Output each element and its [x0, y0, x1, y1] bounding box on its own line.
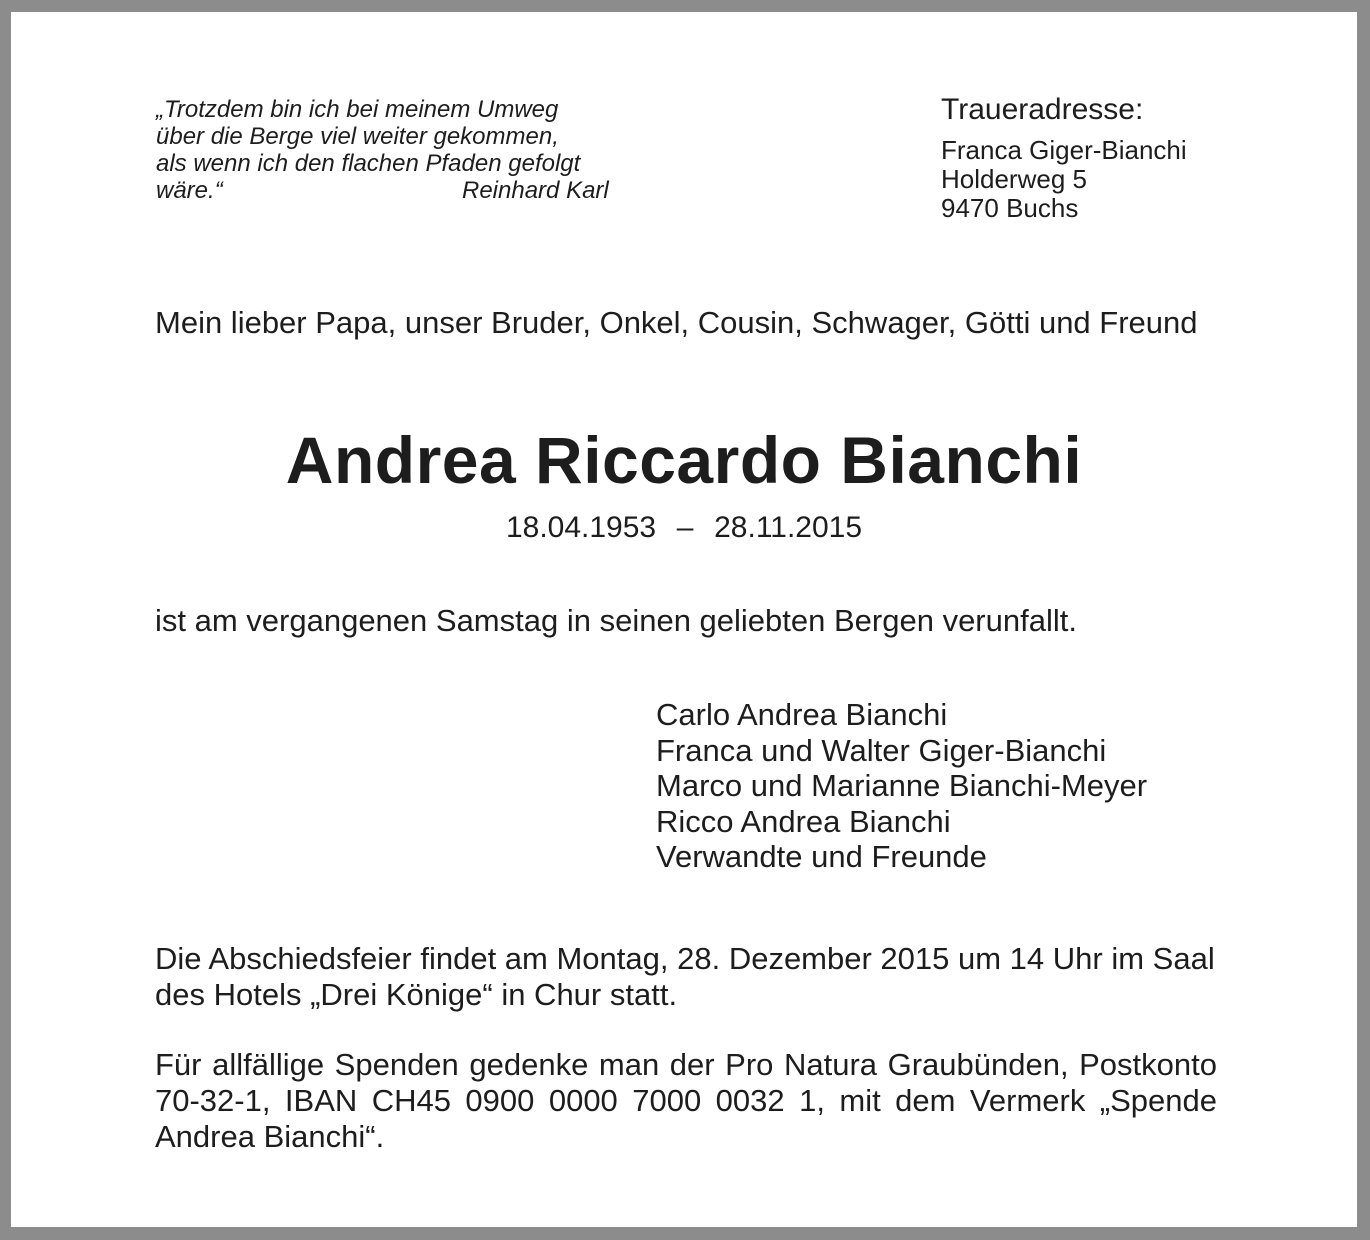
mourner: Carlo Andrea Bianchi [656, 697, 948, 732]
death-notice: ist am vergangenen Samstag in seinen geliebten Bergen verunfallt. [155, 603, 1077, 638]
address-street: Holderweg 5 [941, 164, 1087, 194]
obituary-page [11, 12, 1357, 1227]
quote-block [156, 96, 646, 204]
quote-last-line [156, 177, 646, 204]
life-dates [11, 510, 1357, 546]
mourner: Marco und Marianne Bianchi-Meyer [656, 768, 1148, 803]
mourners-list [656, 697, 1147, 875]
mourning-address [941, 136, 1187, 223]
intro-text: Mein lieber Papa, unser Bruder, Onkel, Cousin, Schwager, Götti und Freund [155, 305, 1198, 340]
quote-author: Reinhard Karl [462, 177, 609, 204]
mourner: Verwandte und Freunde [656, 839, 987, 874]
address-title: Traueradresse: [941, 93, 1144, 126]
death-date: 28.11.2015 [714, 511, 863, 544]
quote-line: wäre.“ [156, 177, 223, 204]
quote-line: über die Berge viel weiter gekommen, [156, 123, 559, 150]
ceremony-info: Die Abschiedsfeier findet am Montag, 28. Dezember 2015 um 14 Uhr im Saal des Hotels „Drei Könige“ in Chur statt. [155, 941, 1215, 1012]
address-city: 9470 Buchs [941, 193, 1079, 223]
deceased-name: Andrea Riccardo Bianchi [285, 423, 1083, 497]
address-name: Franca Giger-Bianchi [941, 135, 1187, 165]
mourner: Franca und Walter Giger-Bianchi [656, 732, 1107, 768]
birth-date: 18.04.1953 [505, 511, 657, 544]
quote-line: „Trotzdem bin ich bei meinem Umweg [156, 96, 559, 123]
quote-line: als wenn ich den flachen Pfaden gefolgt [156, 150, 581, 177]
mourner: Ricco Andrea Bianchi [656, 803, 951, 839]
donation-info: Für allfällige Spenden gedenke man der Pro Natura Graubünden, Postkonto 70-32-1, IBAN CH45 0900 0000 7000 0032 1, mit dem Vermerk „Spende Andrea Bianchi“. [155, 1047, 1217, 1154]
date-separator: – [676, 511, 694, 544]
